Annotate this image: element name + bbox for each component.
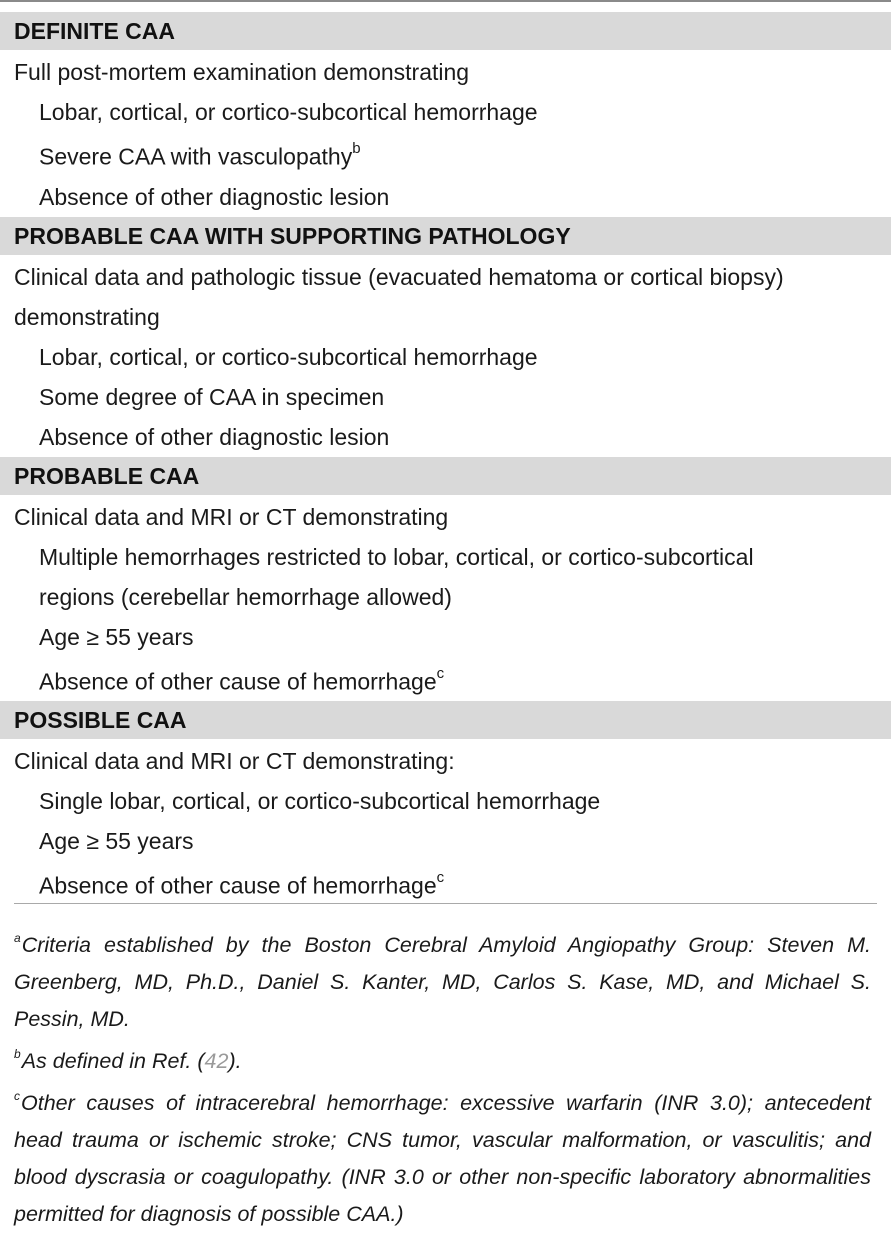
criterion-text: Severe CAA with vasculopathy <box>39 143 353 170</box>
footnote-mark: a <box>14 931 21 945</box>
footnote-mark: b <box>14 1047 21 1062</box>
criterion-item <box>0 92 891 132</box>
criterion-text: Age ≥ 55 years <box>39 623 194 650</box>
criterion-text: Absence of other diagnostic lesion <box>39 183 390 210</box>
criterion-item <box>0 337 891 377</box>
footnote-text: Criteria established by the Boston Cerebral Amyloid Angiopathy Group: Steven M. Greenberg, MD, Ph.D., Daniel S. Kanter, MD, Carlos S. Kase, MD, and Michael S. Pessin, MD. <box>14 933 871 1032</box>
criterion-text: Multiple hemorrhages restricted to lobar, cortical, or cortico-subcortical <box>39 543 754 570</box>
criterion-item <box>0 617 891 657</box>
criterion-text: Age ≥ 55 years <box>39 828 194 855</box>
criterion-item <box>0 821 891 861</box>
criterion-text: Some degree of CAA in specimen <box>39 383 385 410</box>
section-lead: Clinical data and MRI or CT demonstrating <box>14 503 449 530</box>
criterion-item <box>0 657 891 702</box>
criterion-text: Lobar, cortical, or cortico-subcortical hemorrhage <box>39 99 538 125</box>
criterion-item <box>0 417 891 457</box>
criterion-item <box>0 377 891 417</box>
criterion-item <box>0 537 891 577</box>
criteria-table <box>0 12 891 906</box>
criterion-text: regions (cerebellar hemorrhage allowed) <box>39 583 452 610</box>
footnote-c <box>14 1080 871 1233</box>
section-lead: Full post-mortem examination demonstrating <box>14 59 470 85</box>
criterion-item-continued <box>0 577 891 617</box>
footnote-text: Other causes of intracerebral hemorrhage: excessive warfarin (INR 3.0); antecedent head trauma or ischemic stroke; CNS tumor, vascular malformation, or vasculitis; and blood dyscrasia or coagulopathy. (INR 3.0 or other non-specific laboratory abnormalities permitted for diagnosis of possible CAA.) <box>14 1091 871 1227</box>
section-lead: Clinical data and pathologic tissue (evacuated hematoma or cortical biopsy) <box>14 263 784 290</box>
footnote-text: As defined in Ref. ( <box>21 1049 205 1074</box>
footnote-mark: c <box>14 1089 20 1104</box>
section-lead-continued: demonstrating <box>14 303 160 330</box>
footnotes <box>14 922 871 1233</box>
criterion-item <box>0 132 891 177</box>
criterion-text: Absence of other diagnostic lesion <box>39 423 390 450</box>
criterion-item <box>0 781 891 821</box>
footnote-divider <box>14 903 877 904</box>
criterion-item <box>0 861 891 906</box>
footnote-marker: c <box>436 869 445 887</box>
criterion-text: Lobar, cortical, or cortico-subcortical hemorrhage <box>39 343 538 370</box>
footnote-a <box>14 922 871 1038</box>
section-header-probable-supporting: PROBABLE CAA WITH SUPPORTING PATHOLOGY <box>0 217 891 255</box>
footnote-marker: b <box>352 140 361 157</box>
footnote-text: ). <box>228 1049 242 1074</box>
section-header-possible: POSSIBLE CAA <box>0 701 891 739</box>
criterion-item <box>0 177 891 217</box>
section-header-definite: DEFINITE CAA <box>0 12 891 50</box>
footnote-b <box>14 1038 871 1080</box>
section-lead: Clinical data and MRI or CT demonstrating: <box>14 748 455 775</box>
criterion-text: Absence of other cause of hemorrhage <box>39 668 437 695</box>
criterion-text: Absence of other cause of hemorrhage <box>39 872 437 899</box>
top-rule <box>0 0 891 2</box>
criterion-text: Single lobar, cortical, or cortico-subcortical hemorrhage <box>39 788 601 815</box>
section-header-probable: PROBABLE CAA <box>0 457 891 495</box>
footnote-marker: c <box>436 664 445 682</box>
reference-link[interactable]: 42 <box>204 1049 229 1074</box>
